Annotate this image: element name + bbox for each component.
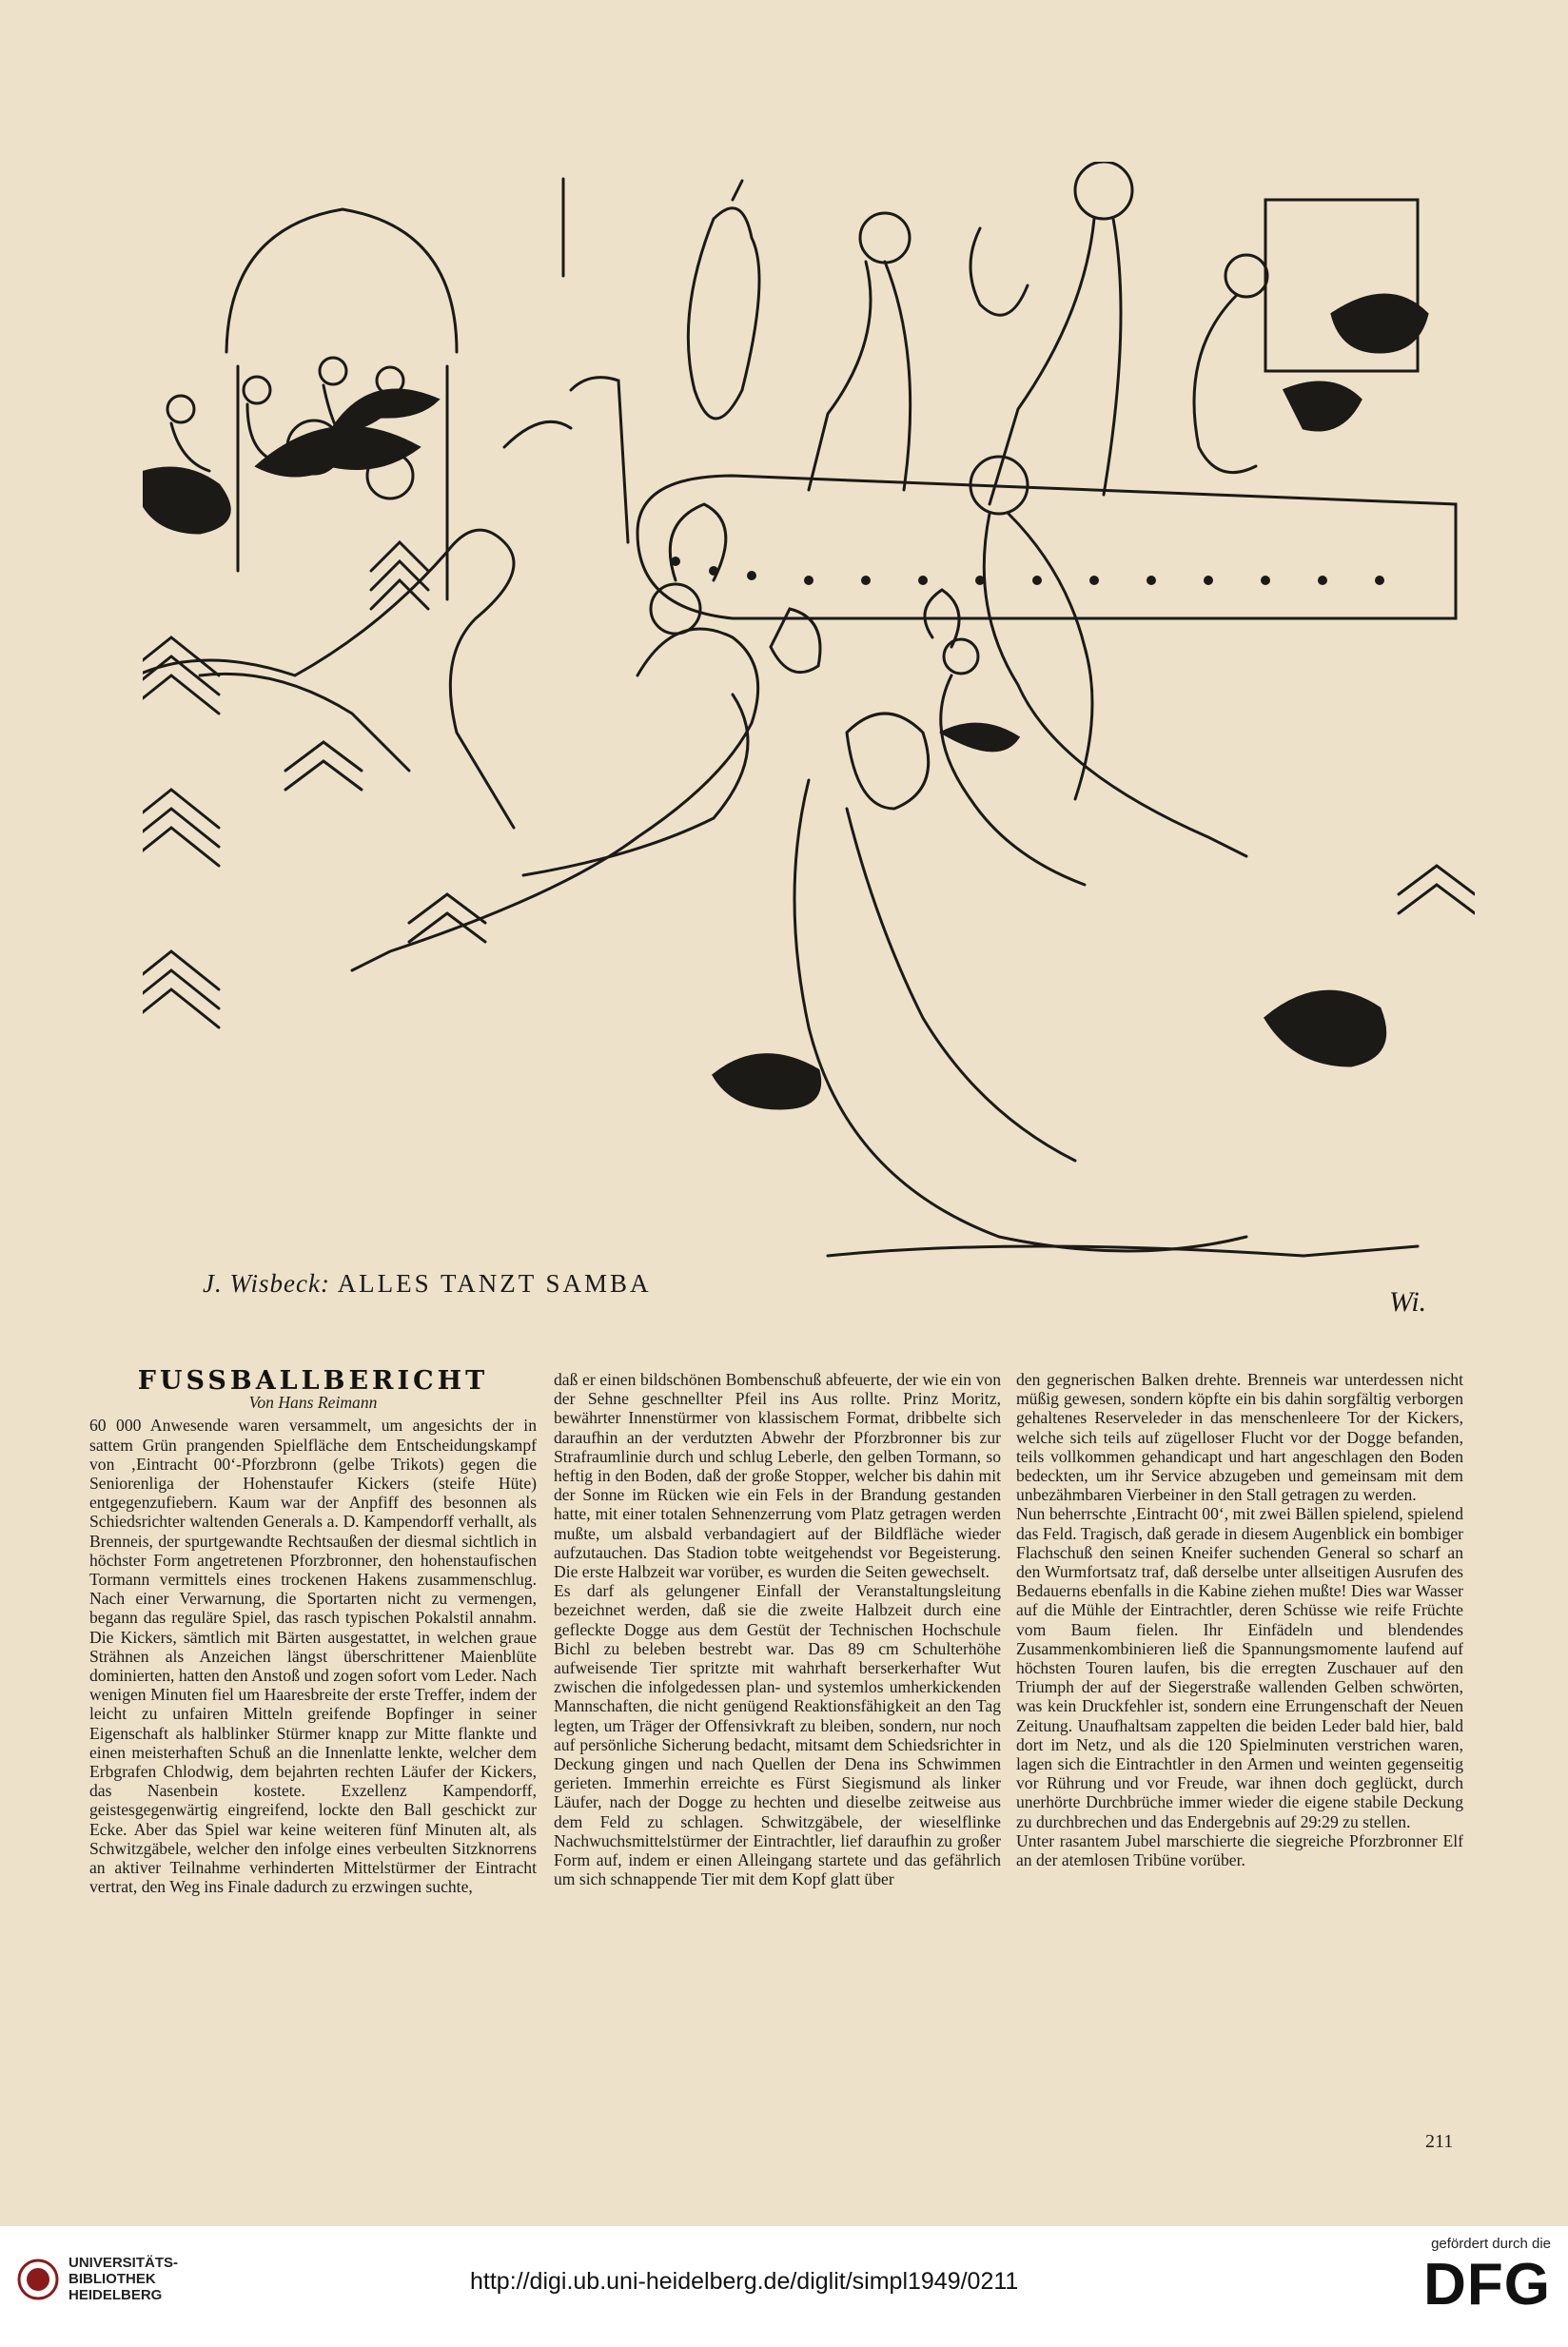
- university-seal-icon: [17, 2259, 59, 2300]
- shadow-blob: [942, 724, 1018, 751]
- paragraph: daß er einen bildschönen Bombenschuß abfeuerte, der wie ein von der Sehne geschnellter Pfeil ins Aus rollte. Prinz Moritz, bewährter Innenstürmer von klassischem Format, dribbelte sich daraufhin an der verdutzten Abwehr der Pforzbronner bis zur Strafraumlinie durch und schlug Leberle, den gelben Tormann, so heftig in den Boden, daß der große Stopper, welcher bis dahin mit der Sonne im Rücken wie ein Fels in der Brandung gestanden hatte, mit einer totalen Sehnenzerrung vom Platz getragen werden mußte, um alsbald verbandagiert auf der Bildfläche wieder aufzutauchen. Das Stadion tobte weitgehendst vor Begeisterung. Die erste Halbzeit war vorüber, es wurden die Seiten gewechselt.: [554, 1370, 1001, 1582]
- stage-studs: [671, 557, 1384, 585]
- artist-signature: Wi.: [1389, 1286, 1427, 1318]
- shadow-blob: [333, 390, 438, 430]
- arch-left: [226, 209, 457, 352]
- paragraph: den gegnerischen Balken drehte. Brenneis war unterdessen nicht müßig gewesen, sondern köpfte ein bis dahin sorgfältig verborgen gehaltenes Reserveleder in das menschenleere Tor der Kickers, welche sich teils auf zügelloser Flucht vor der Dogge befanden, teils vollkommen gehandicapt und hart angeschlagen den Boden bedeckten, um ihr Service abzugeben und gemeinsam mit dem unbezähmbaren Vierbeiner in den Stall getragen zu werden.: [1016, 1370, 1463, 1505]
- shadow-blob: [1332, 295, 1427, 352]
- page-number: 211: [1425, 2131, 1454, 2152]
- shadow-blob: [714, 1055, 820, 1108]
- shadow-blob: [143, 468, 229, 533]
- university-name-line: UNIVERSITÄTS-: [69, 2255, 179, 2271]
- bandstand: [637, 476, 1456, 618]
- article-column-3: [1016, 1370, 1463, 1869]
- university-name-line: HEIDELBERG: [69, 2287, 163, 2303]
- shadow-blob: [1284, 382, 1361, 430]
- paragraph: Unter rasantem Jubel marschierte die siegreiche Pforzbronner Elf an der atemlosen Tribüne vorüber.: [1016, 1830, 1463, 1870]
- university-name: [69, 2255, 178, 2303]
- funded-by-text: gefördert durch die: [1431, 2236, 1551, 2252]
- samba-dance-illustration: [143, 162, 1475, 1322]
- musicians: [688, 162, 1418, 504]
- article-column-2: [554, 1370, 1001, 1888]
- library-footer: [0, 2226, 1568, 2347]
- dancing-couples: [143, 421, 1246, 1251]
- article-byline: Von Hans Reimann: [248, 1393, 378, 1413]
- illustration-caption: [203, 1269, 652, 1299]
- university-logo[interactable]: [17, 2255, 178, 2303]
- pillar: [571, 378, 628, 542]
- caption-title: ALLES TANZT SAMBA: [337, 1269, 652, 1298]
- paragraph: Nun beherrschte ‚Eintracht 00‘, mit zwei Bällen spielend, spielend das Feld. Tragisch, daß gerade in diesem Augenblick ein bombiger Flachschuß den seinen Kneifer suchenden General so scharf an den Wurmfortsatz traf, daß derselbe unter allseitigen Ausrufen des Bedauerns ebenfalls in die Kabine ziehen mußte! Dies war Wasser auf die Mühle der Eintrachtler, deren Schüsse wie reife Früchte vom Baum fielen. Ihr Einfädeln und blendendes Zusammenkombinieren ließ die Spannungsmomente laufend auf höchsten Touren laufen, bis die erregten Zuschauer auf den Triumph der auf der Siegerstraße wallenden Gelben schwörten, was kein Druckfehler ist, sondern eine Errungenschaft der Neuen Zeitung. Unaufhaltsam zappelten die beiden Leder bald hier, bald dort im Netz, und als die 120 Spielminuten verstrichen waren, lagen sich die Eintrachtler in den Armen und weinten gegenseitig vor Rührung und vor Freude, war ihnen doch geglückt, durch unerhörte Durchbrüche immer wieder die eigene stabile Deckung zu durchbrechen und das Endergebnis auf 29:29 zu stellen.: [1016, 1504, 1463, 1831]
- caption-credit: J. Wisbeck:: [203, 1269, 330, 1298]
- dfg-logo: DFG: [1423, 2252, 1551, 2318]
- article-headline: FUSSBALLBERICHT: [137, 1366, 489, 1396]
- paragraph: Es darf als gelungener Einfall der Veranstaltungsleitung bezeichnet werden, daß sie die zweite Halbzeit durch eine gefleckte Dogge aus dem Gestüt der Technischen Hochschule Bichl zu beleben bestrebt war. Das 89 cm Schulterhöhe aufweisende Tier spritzte mit wahrhaft berserkerhafter Wut zwischen die infolgedessen plan- und systemlos umherkickenden Mannschaften, die nicht genügend Reaktionsfähigkeit an den Tag legten, um Träger der Offensivkraft zu bleiben, sondern, nur noch auf persönliche Sicherung bedacht, mitsamt dem Schiedsrichter in Deckung gingen und nach Quellen der Dena ins Schwimmen gerieten. Immerhin erreichte es Fürst Siegismund als linker Läufer, nach der Dogge zu hechten und dieselbe zeitweise aus dem Feld zu schlagen. Schwitzgäbele, der wieselflinke Nachwuchsmittelstürmer der Eintrachtler, lief daraufhin zu großer Form auf, indem er einen Alleingang startete und das gefährlich um sich schnappende Tier mit dem Kopf glatt über: [554, 1581, 1001, 1889]
- university-name-line: BIBLIOTHEK: [69, 2271, 156, 2287]
- source-url-link[interactable]: http://digi.ub.uni-heidelberg.de/diglit/simpl1949/0211: [470, 2268, 1019, 2295]
- paragraph: 60 000 Anwesende waren versammelt, um angesichts der in sattem Grün prangenden Spielfläche dem Entscheidungskampf von ‚Eintracht 00‘-Pforzbronn (gelbe Trikots) gegen die Seniorenliga der Hohenstaufer Kickers (steife Hüte) entgegenzufiebern. Kaum war der Anpfiff des besonnen als Schiedsrichter waltenden Generals a. D. Kampendorff verhallt, als Brenneis, der spurtgewandte Rechtsaußen der diesmal sichtlich in höchster Form angetretenen Pforzbronner, den hohenstaufischen Tormann vermittels eines trockenen Hakens zusammenschlug. Nach einer Verwarnung, die Sportarten nicht zu vermengen, begann das reguläre Spiel, das rasch typischen Pokalstil annahm. Die Kickers, sämtlich mit Bärten ausgestattet, in welchen graue Strähnen als Anzeichen längst überschrittener Maienblüte dominierten, hatten den Anstoß und zogen sofort vom Leder. Nach wenigen Minuten fiel um Haaresbreite der erste Treffer, indem der leicht zu unfairen Mitteln greifende Bopfinger in seiner Eigenschaft als halblinker Stürmer knapp zur Mitte flankte und einen meisterhaften Schuß an die Innenlatte lenkte, welcher dem Erbgrafen Chlodwig, dem bejahrten rechten Läufer der Kickers, das Nasenbein kostete. Exzellenz Kampendorff, geistesgegenwärtig eingreifend, lockte den Ball geschickt zur Ecke. Aber das Spiel war keine weiteren fünf Minuten alt, als Schwitzgäbele, welcher den infolge eines verbeulten Sitzknorrens an aktiver Teilnahme verhinderten Mittelstürmer der Eintracht vertrat, den Weg ins Finale dadurch zu erzwingen suchte,: [89, 1416, 537, 1897]
- dfg-funding[interactable]: [1380, 2236, 1551, 2318]
- shadow-blob: [1265, 991, 1385, 1066]
- article-column-1: [89, 1366, 537, 1897]
